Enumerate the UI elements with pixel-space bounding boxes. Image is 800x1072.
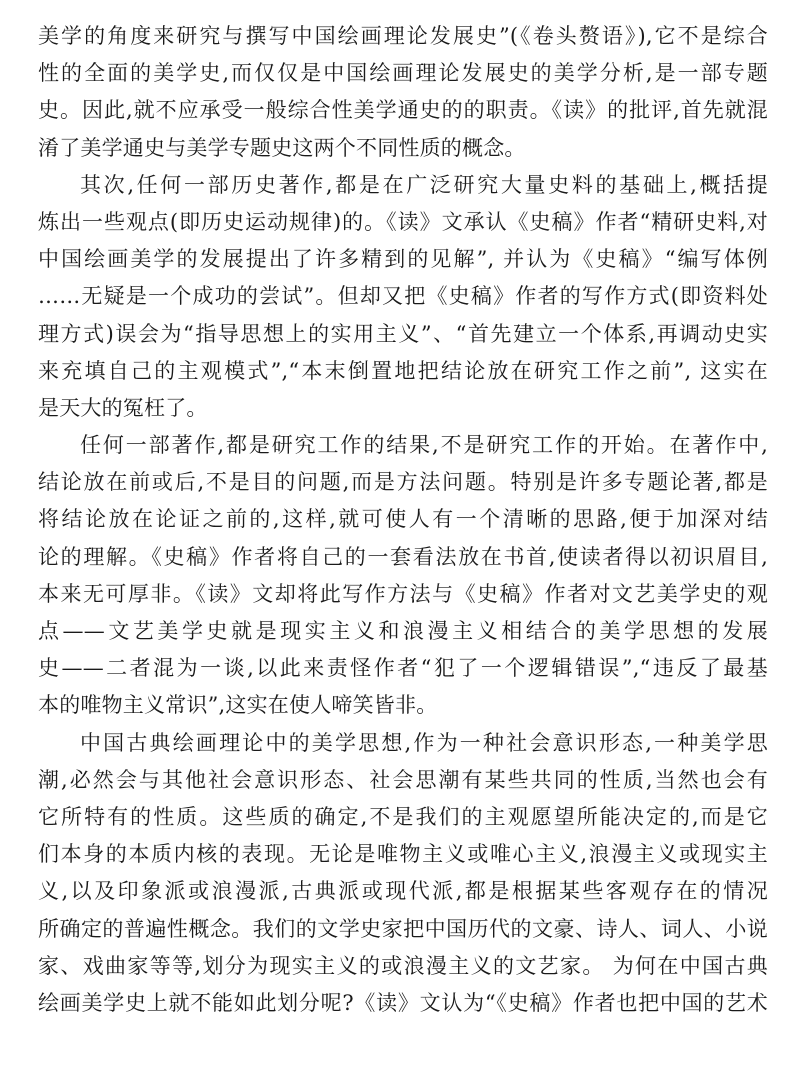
paragraph-2 [38, 167, 768, 427]
text-line: 史。因此,就不应承受一般综合性美学通史的的职责。《读》的批评,首先就混 [38, 98, 768, 123]
text-line: 史——二者混为一谈,以此来责怪作者“犯了一个逻辑错误”,“违反了最基 [38, 656, 768, 681]
text-line: 美学的角度来研究与撰写中国绘画理论发展史”(《卷头赘语》),它不是综合 [38, 24, 768, 48]
paragraph-4 [38, 725, 768, 1023]
paragraph-3 [38, 427, 768, 725]
text-line: 本来无可厚非。《读》文却将此写作方法与《史稿》作者对文艺美学史的观 [38, 581, 768, 606]
text-line: 来充填自己的主观模式”,“本末倒置地把结论放在研究工作之前”, 这实在 [38, 358, 768, 383]
text-line: 将结论放在论证之前的,这样,就可使人有一个清晰的思路,便于加深对结 [38, 507, 768, 532]
text-line: 性的全面的美学史,而仅仅是中国绘画理论发展史的美学分析,是一部专题 [38, 61, 768, 86]
text-line: ……无疑是一个成功的尝试”。但却又把《史稿》作者的写作方式(即资料处 [38, 284, 768, 309]
text-line: 中国古典绘画理论中的美学思想,作为一种社会意识形态,一种美学思 [80, 730, 768, 755]
text-line: 本的唯物主义常识”,这实在使人啼笑皆非。 [38, 693, 438, 718]
text-line: 炼出一些观点(即历史运动规律)的。《读》文承认《史稿》作者“精研史料,对 [38, 209, 768, 234]
text-line: 们本身的本质内核的表现。无论是唯物主义或唯心主义,浪漫主义或现实主 [38, 842, 768, 867]
paragraph-1 [38, 18, 768, 167]
text-line: 所确定的普遍性概念。我们的文学史家把中国历代的文豪、诗人、词人、小说 [38, 916, 768, 941]
text-line: 它所特有的性质。这些质的确定,不是我们的主观愿望所能决定的,而是它 [38, 804, 768, 829]
text-line: 论的理解。《史稿》作者将自己的一套看法放在书首,使读者得以初识眉目, [38, 544, 768, 569]
text-line: 是天大的冤枉了。 [38, 395, 208, 420]
text-line: 潮,必然会与其他社会意识形态、社会思潮有某些共同的性质,当然也会有 [38, 767, 768, 792]
text-line: 其次,任何一部历史著作,都是在广泛研究大量史料的基础上,概括提 [80, 172, 768, 197]
text-line: 淆了美学通史与美学专题史这两个不同性质的概念。 [38, 135, 526, 160]
text-line: 绘画美学史上就不能如此划分呢?《读》文认为“《史稿》作者也把中国的艺术 [38, 990, 768, 1015]
text-line: 家、戏曲家等等,划分为现实主义的或浪漫主义的文艺家。 为何在中国古典 [38, 953, 768, 978]
text-line: 义,以及印象派或浪漫派,古典派或现代派,都是根据某些客观存在的情况 [38, 879, 768, 904]
text-line: 点——文艺美学史就是现实主义和浪漫主义相结合的美学思想的发展 [38, 619, 768, 643]
text-line: 理方式)误会为“指导思想上的实用主义”、“首先建立一个体系,再调动史实 [38, 321, 768, 346]
text-line: 结论放在前或后,不是目的问题,而是方法问题。特别是许多专题论著,都是 [38, 470, 768, 495]
text-line: 任何一部著作,都是研究工作的结果,不是研究工作的开始。在著作中, [80, 433, 768, 458]
text-line: 中国绘画美学的发展提出了许多精到的见解”, 并认为《史稿》“编写体例 [38, 247, 768, 272]
